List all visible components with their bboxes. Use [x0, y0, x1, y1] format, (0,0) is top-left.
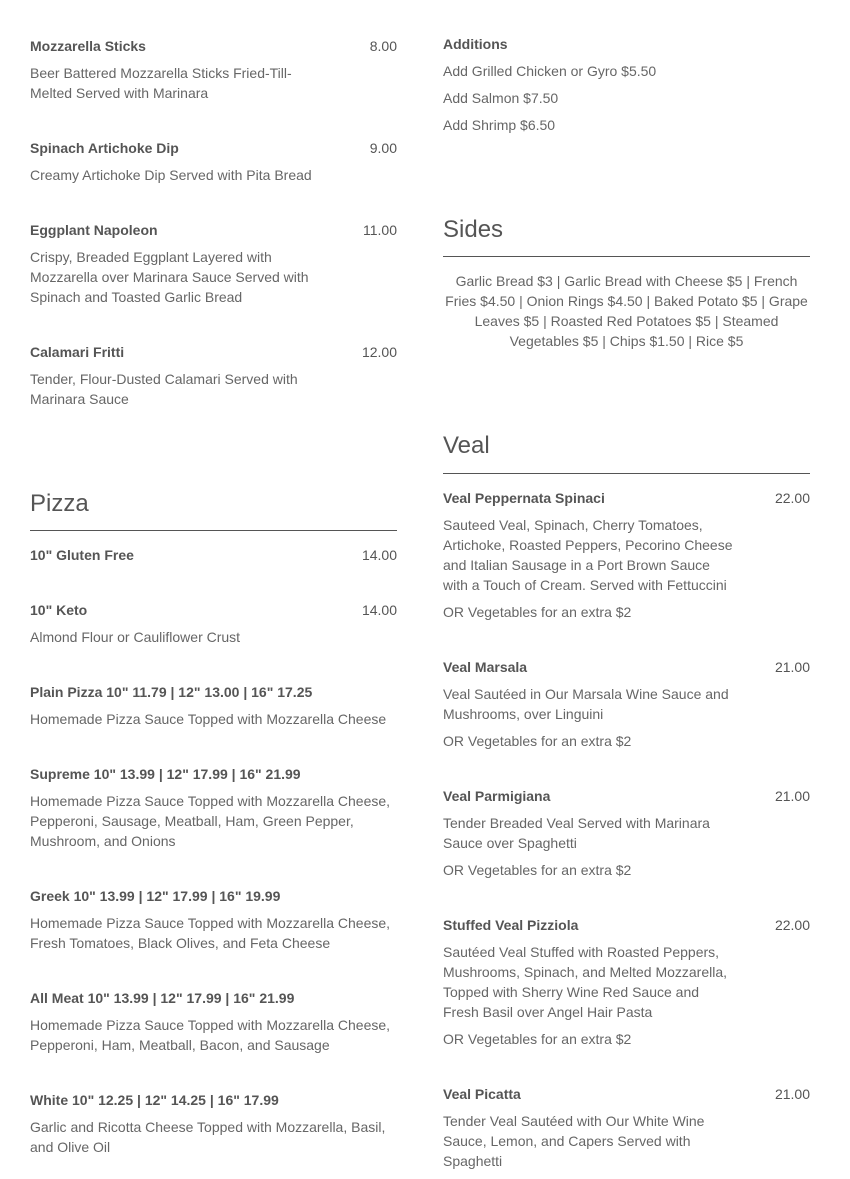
additions-block	[443, 34, 656, 135]
item-description: Creamy Artichoke Dip Served with Pita Bread	[30, 167, 312, 183]
item-description: Almond Flour or Cauliflower Crust	[30, 629, 241, 645]
item-price: 14.00	[361, 547, 397, 563]
menu-item	[30, 36, 397, 103]
item-name: Supreme 10" 13.99 | 12" 17.99 | 16" 21.99	[30, 766, 301, 782]
item-name: Veal Picatta	[443, 1086, 521, 1102]
item-name: All Meat 10" 13.99 | 12" 17.99 | 16" 21.99	[30, 990, 295, 1006]
menu-item	[443, 488, 810, 622]
item-name: Mozzarella Sticks	[30, 38, 146, 54]
section-title-pizza: Pizza	[30, 490, 89, 517]
section-title-sides: Sides	[443, 216, 504, 243]
menu-item	[443, 1084, 810, 1171]
item-note: OR Vegetables for an extra $2	[443, 1031, 632, 1047]
item-name: Stuffed Veal Pizziola	[443, 917, 579, 933]
item-name: Calamari Fritti	[30, 344, 125, 360]
menu-item	[30, 342, 397, 409]
item-description: Tender Veal Sautéed with Our White Wine Sauce, Lemon, and Capers Served with Spaghetti	[443, 1113, 705, 1169]
item-description: Veal Sautéed in Our Marsala Wine Sauce and Mushrooms, over Linguini	[443, 686, 729, 722]
item-name: Plain Pizza 10" 11.79 | 12" 13.00 | 16" 17.25	[30, 684, 313, 700]
item-price: 21.00	[774, 788, 810, 804]
item-description: Homemade Pizza Sauce Topped with Mozzarella Cheese, Fresh Tomatoes, Black Olives, and Feta Cheese	[30, 915, 391, 951]
item-note: OR Vegetables for an extra $2	[443, 604, 632, 620]
menu-item	[30, 138, 397, 185]
item-note: OR Vegetables for an extra $2	[443, 733, 632, 749]
item-name: Eggplant Napoleon	[30, 222, 158, 238]
item-description: Tender Breaded Veal Served with Marinara Sauce over Spaghetti	[443, 815, 710, 851]
item-price: 22.00	[774, 490, 810, 506]
section-divider	[30, 530, 397, 531]
item-description: Garlic and Ricotta Cheese Topped with Mozzarella, Basil, and Olive Oil	[30, 1119, 386, 1155]
item-name: 10" Keto	[30, 602, 88, 618]
menu-item	[443, 786, 810, 880]
addition-line: Add Shrimp $6.50	[443, 117, 556, 133]
section-title-veal: Veal	[443, 432, 490, 459]
additions-title: Additions	[443, 36, 508, 52]
item-name: Veal Marsala	[443, 659, 528, 675]
sides-list: Garlic Bread $3 | Garlic Bread with Cheese $5 | French Fries $4.50 | Onion Rings $4.50 | Baked Potato $5 | Grape Leaves $5 | Roasted Red Potatoes $5 | Steamed Vegetables $5 | Chips $1.50 | Rice $5	[445, 273, 808, 349]
item-price: 12.00	[361, 344, 397, 360]
addition-line: Add Salmon $7.50	[443, 90, 559, 106]
item-price: 21.00	[774, 1086, 810, 1102]
menu-item	[443, 657, 810, 751]
item-name: 10" Gluten Free	[30, 547, 134, 563]
item-description: Sautéed Veal Stuffed with Roasted Peppers, Mushrooms, Spinach, and Melted Mozzarella, Topped with Sherry Wine Red Sauce and Fresh Basil over Angel Hair Pasta	[443, 944, 728, 1020]
section-divider	[443, 256, 810, 257]
item-name: Veal Parmigiana	[443, 788, 551, 804]
menu-item	[30, 988, 397, 1055]
item-price: 21.00	[774, 659, 810, 675]
menu-item	[443, 915, 810, 1049]
item-name: Greek 10" 13.99 | 12" 17.99 | 16" 19.99	[30, 888, 281, 904]
item-description: Homemade Pizza Sauce Topped with Mozzarella Cheese	[30, 711, 387, 727]
item-price: 14.00	[361, 602, 397, 618]
item-price: 9.00	[369, 140, 397, 156]
menu-item	[30, 886, 397, 953]
item-description: Crispy, Breaded Eggplant Layered with Mozzarella over Marinara Sauce Served with Spinach and Toasted Garlic Bread	[30, 249, 309, 305]
menu-item	[30, 1090, 397, 1157]
item-price: 22.00	[774, 917, 810, 933]
menu-item	[30, 764, 397, 851]
section-divider	[443, 473, 810, 474]
item-description: Tender, Flour-Dusted Calamari Served with Marinara Sauce	[30, 371, 298, 407]
item-name: White 10" 12.25 | 12" 14.25 | 16" 17.99	[30, 1092, 279, 1108]
menu-item	[30, 220, 397, 307]
item-name: Spinach Artichoke Dip	[30, 140, 179, 156]
item-description: Beer Battered Mozzarella Sticks Fried-Till-Melted Served with Marinara	[30, 65, 292, 101]
item-description: Sauteed Veal, Spinach, Cherry Tomatoes, Artichoke, Roasted Peppers, Pecorino Cheese and Italian Sausage in a Port Brown Sauce with a Touch of Cream. Served with Fettuccini	[443, 517, 733, 593]
addition-line: Add Grilled Chicken or Gyro $5.50	[443, 63, 657, 79]
item-note: OR Vegetables for an extra $2	[443, 862, 632, 878]
menu-item	[30, 682, 397, 729]
item-price: 11.00	[363, 222, 397, 238]
item-description: Homemade Pizza Sauce Topped with Mozzarella Cheese, Pepperoni, Sausage, Meatball, Ham, Green Pepper, Mushroom, and Onions	[30, 793, 391, 849]
menu-item	[30, 600, 397, 647]
item-description: Homemade Pizza Sauce Topped with Mozzarella Cheese, Pepperoni, Ham, Meatball, Bacon, and Sausage	[30, 1017, 391, 1053]
item-name: Veal Peppernata Spinaci	[443, 490, 605, 506]
item-price: 8.00	[369, 38, 397, 54]
menu-item	[30, 545, 397, 565]
